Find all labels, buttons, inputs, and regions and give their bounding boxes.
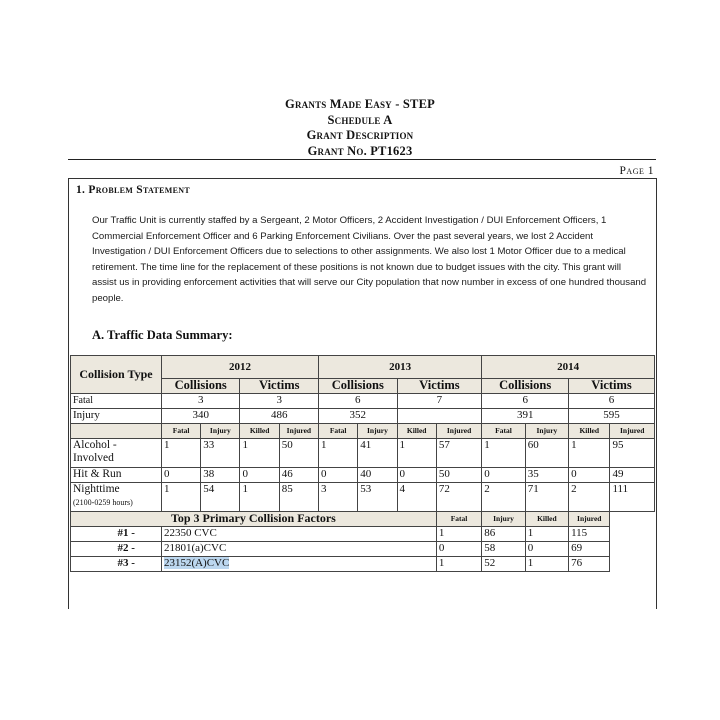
- fatal-row: [71, 394, 655, 409]
- sub-header-injured: Injured: [279, 424, 318, 439]
- injury-row: [71, 409, 655, 424]
- table-cell: 0: [525, 542, 568, 557]
- factors-header-row: [71, 512, 655, 527]
- table-cell: 0: [436, 542, 481, 557]
- table-cell: 115: [569, 527, 610, 542]
- sub-header-row: [71, 424, 655, 439]
- table-cell: 0: [569, 468, 610, 483]
- sub-header-injury: Injury: [358, 424, 397, 439]
- table-cell: 69: [569, 542, 610, 557]
- sub-header-fatal: Fatal: [161, 424, 200, 439]
- row-label: Alcohol - Involved: [71, 439, 162, 468]
- row-label: Fatal: [71, 394, 162, 409]
- table-cell: 40: [358, 468, 397, 483]
- factors-title: Top 3 Primary Collision Factors: [71, 512, 437, 527]
- table-cell: [397, 409, 482, 424]
- table-cell: 54: [201, 483, 240, 512]
- sub-header-fatal: Fatal: [436, 512, 481, 527]
- table-cell: 49: [610, 468, 655, 483]
- table-cell: 6: [319, 394, 398, 409]
- table-cell: 0: [482, 468, 525, 483]
- table-cell: 1: [436, 527, 481, 542]
- sub-header-killed: Killed: [397, 424, 436, 439]
- sub-header-killed: Killed: [240, 424, 279, 439]
- traffic-data-table: [70, 355, 655, 572]
- sub-header-fatal: Fatal: [482, 424, 525, 439]
- table-cell: 111: [610, 483, 655, 512]
- table-cell: 1: [240, 483, 279, 512]
- table-cell: 50: [436, 468, 481, 483]
- table-cell: 85: [279, 483, 318, 512]
- collisions-header-2012: Collisions: [161, 379, 240, 394]
- table-cell: 72: [436, 483, 481, 512]
- row-label: Nighttime: [73, 483, 120, 495]
- year-header-row: [71, 356, 655, 379]
- sub-header-injured: Injured: [610, 424, 655, 439]
- table-cell: 71: [525, 483, 568, 512]
- factor-code-cell: [161, 557, 436, 572]
- table-cell: 352: [319, 409, 398, 424]
- table-cell: 1: [319, 439, 358, 468]
- factor-row-1: [71, 527, 655, 542]
- title-line-2: Schedule A: [327, 112, 393, 127]
- sub-header-fatal: Fatal: [319, 424, 358, 439]
- factor-row-3: [71, 557, 655, 572]
- sub-header-killed: Killed: [525, 512, 568, 527]
- table-cell: 46: [279, 468, 318, 483]
- table-cell: 0: [397, 468, 436, 483]
- sub-header-injured: Injured: [436, 424, 481, 439]
- table-cell: 3: [161, 394, 240, 409]
- row-note: (2100-0259 hours): [73, 498, 133, 507]
- problem-statement-text: Our Traffic Unit is currently staffed by a Sergeant, 2 Motor Officers, 2 Accident Investigation / DUI Enforcement Officers, 1 Commercial Enforcement Officer and 6 Parking Enforcement Civilians. Over the past several years, we lost 2 Accident Investigation / DUI Enforcement Officers due to selections to other assignments. We also lost 1 Motor Officer due to a medical retirement. The time line for the replacement of these positions is not known due to budget issues with the city. This grant will assist us in providing enforcement activities that will serve our City population that now number in excess of one hundred thousand people.: [92, 215, 647, 304]
- sub-header-injury: Injury: [525, 424, 568, 439]
- sub-header-injury: Injury: [482, 512, 525, 527]
- nighttime-row: [71, 483, 655, 512]
- table-cell: 76: [569, 557, 610, 572]
- table-cell: 595: [569, 409, 655, 424]
- factor-rank: #1 -: [71, 527, 162, 542]
- sub-header-injury: Injury: [201, 424, 240, 439]
- table-cell: 1: [161, 483, 200, 512]
- victims-header-2014: Victims: [569, 379, 655, 394]
- title-line-3: Grant Description: [306, 128, 414, 142]
- table-cell: 38: [201, 468, 240, 483]
- document-title-block: [200, 97, 520, 159]
- row-label: Injury: [71, 409, 162, 424]
- empty-cell: [71, 424, 162, 439]
- factor-code: 21801(a)CVC: [161, 542, 436, 557]
- traffic-data-summary-heading: A. Traffic Data Summary:: [92, 328, 233, 342]
- table-cell: 1: [161, 439, 200, 468]
- row-label: Hit & Run: [71, 468, 162, 483]
- table-cell: 2: [569, 483, 610, 512]
- header-rule: [68, 159, 656, 160]
- table-cell: 58: [482, 542, 525, 557]
- table-cell: 60: [525, 439, 568, 468]
- table-cell: 7: [397, 394, 482, 409]
- table-cell: 35: [525, 468, 568, 483]
- title-line-1: Grants Made Easy - STEP: [285, 97, 435, 111]
- table-cell: 0: [240, 468, 279, 483]
- sub-header-killed: Killed: [569, 424, 610, 439]
- factor-code: 22350 CVC: [161, 527, 436, 542]
- table-cell: 1: [482, 439, 525, 468]
- table-cell: 3: [240, 394, 319, 409]
- factor-row-2: [71, 542, 655, 557]
- factor-rank: #3 -: [71, 557, 162, 572]
- section-title: 1. Problem Statement: [76, 184, 190, 196]
- table-cell: 1: [569, 439, 610, 468]
- table-cell: 486: [240, 409, 319, 424]
- table-cell: 1: [397, 439, 436, 468]
- hit-and-run-row: [71, 468, 655, 483]
- table-cell: 1: [525, 527, 568, 542]
- table-cell: 6: [569, 394, 655, 409]
- table-cell: 53: [358, 483, 397, 512]
- table-cell: 1: [240, 439, 279, 468]
- table-cell: 33: [201, 439, 240, 468]
- table-cell: 6: [482, 394, 569, 409]
- collision-type-header: Collision Type: [71, 356, 162, 394]
- table-cell: 86: [482, 527, 525, 542]
- victims-header-2012: Victims: [240, 379, 319, 394]
- table-cell: 41: [358, 439, 397, 468]
- alcohol-involved-row: [71, 439, 655, 468]
- table-cell: 52: [482, 557, 525, 572]
- table-cell: 3: [319, 483, 358, 512]
- table-cell: 50: [279, 439, 318, 468]
- table-cell: 391: [482, 409, 569, 424]
- table-cell: 0: [161, 468, 200, 483]
- victims-header-2013: Victims: [397, 379, 482, 394]
- table-cell: 57: [436, 439, 481, 468]
- table-cell: 4: [397, 483, 436, 512]
- table-cell: 0: [319, 468, 358, 483]
- year-2013-header: 2013: [319, 356, 482, 379]
- title-line-4: Grant No. PT1623: [307, 143, 413, 158]
- year-2014-header: 2014: [482, 356, 655, 379]
- table-cell: 2: [482, 483, 525, 512]
- table-cell: 1: [436, 557, 481, 572]
- table-cell: 1: [525, 557, 568, 572]
- row-label-nighttime: [71, 483, 162, 512]
- factor-code[interactable]: 23152(A)CVC: [163, 557, 230, 569]
- table-cell: 340: [161, 409, 240, 424]
- page-number: Page 1: [619, 165, 654, 177]
- sub-header-injured: Injured: [569, 512, 610, 527]
- table-cell: 95: [610, 439, 655, 468]
- year-2012-header: 2012: [161, 356, 318, 379]
- collisions-header-2013: Collisions: [319, 379, 398, 394]
- factor-rank: #2 -: [71, 542, 162, 557]
- collisions-header-2014: Collisions: [482, 379, 569, 394]
